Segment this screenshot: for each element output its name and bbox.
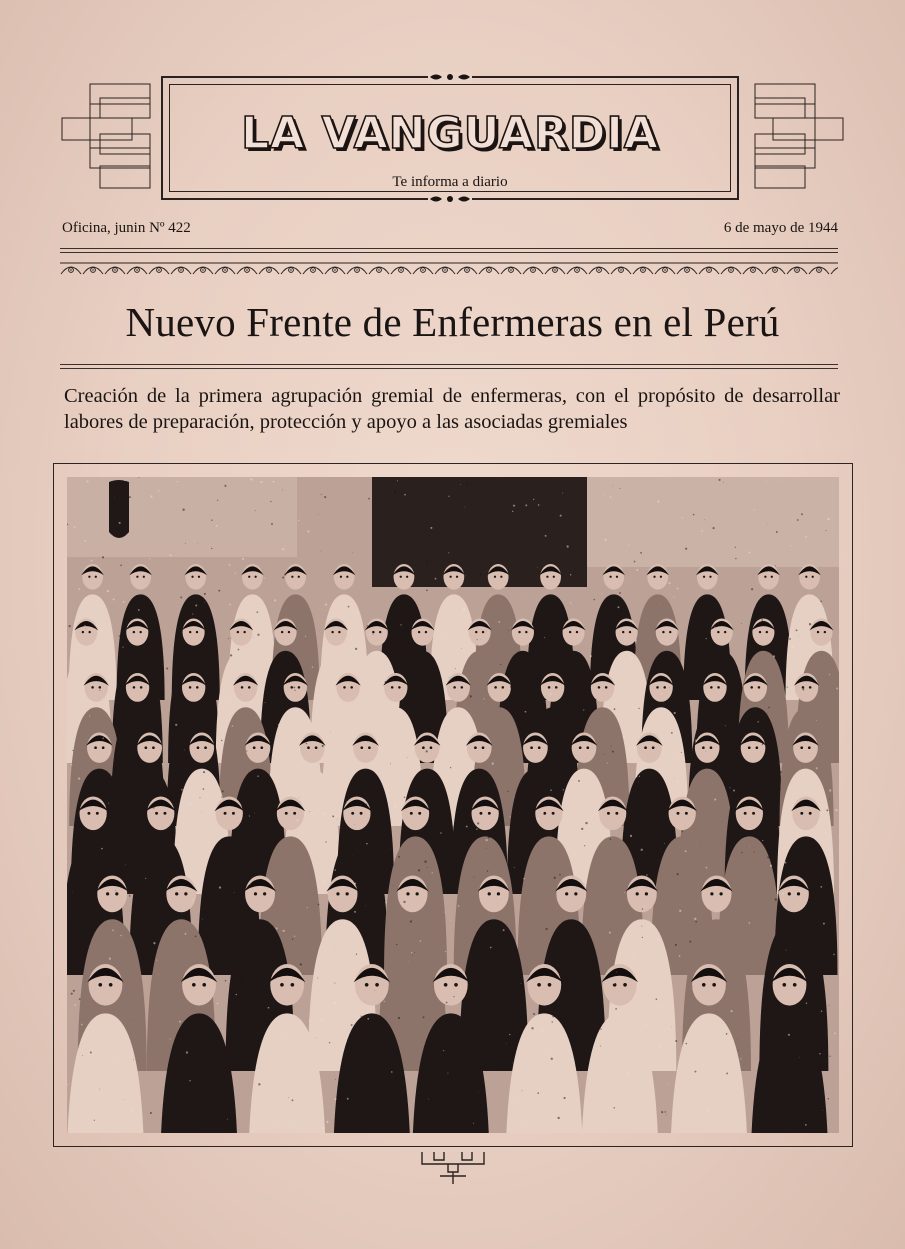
ornament-band-icon (60, 262, 838, 278)
issue-date: 6 de mayo de 1944 (723, 220, 838, 236)
bottom-fleuron-icon (428, 194, 472, 204)
top-divider-thin (60, 252, 838, 253)
right-rectangles-ornament-icon (750, 82, 845, 192)
group-photograph (67, 477, 839, 1133)
top-fleuron-icon (428, 72, 472, 82)
footer-logo-icon (418, 1150, 488, 1186)
article-subheading: Creación de la primera agrupación gremial de enfermeras, con el propósito de desarrollar labores de preparación, protección y apoyo a las asociadas gremiales (64, 385, 840, 433)
top-divider (60, 248, 838, 249)
newspaper-tagline: Te informa a diario (392, 174, 508, 190)
headline-divider-thin (60, 368, 838, 369)
newspaper-title: LA VANGUARDIA (241, 108, 659, 159)
crowd-illustration (67, 477, 839, 1133)
masthead-box (161, 76, 739, 200)
office-address: Oficina, junin Nº 422 (62, 220, 191, 236)
headline-divider (60, 364, 838, 365)
article-headline: Nuevo Frente de Enfermeras en el Perú (125, 299, 780, 345)
left-rectangles-ornament-icon (60, 82, 155, 192)
